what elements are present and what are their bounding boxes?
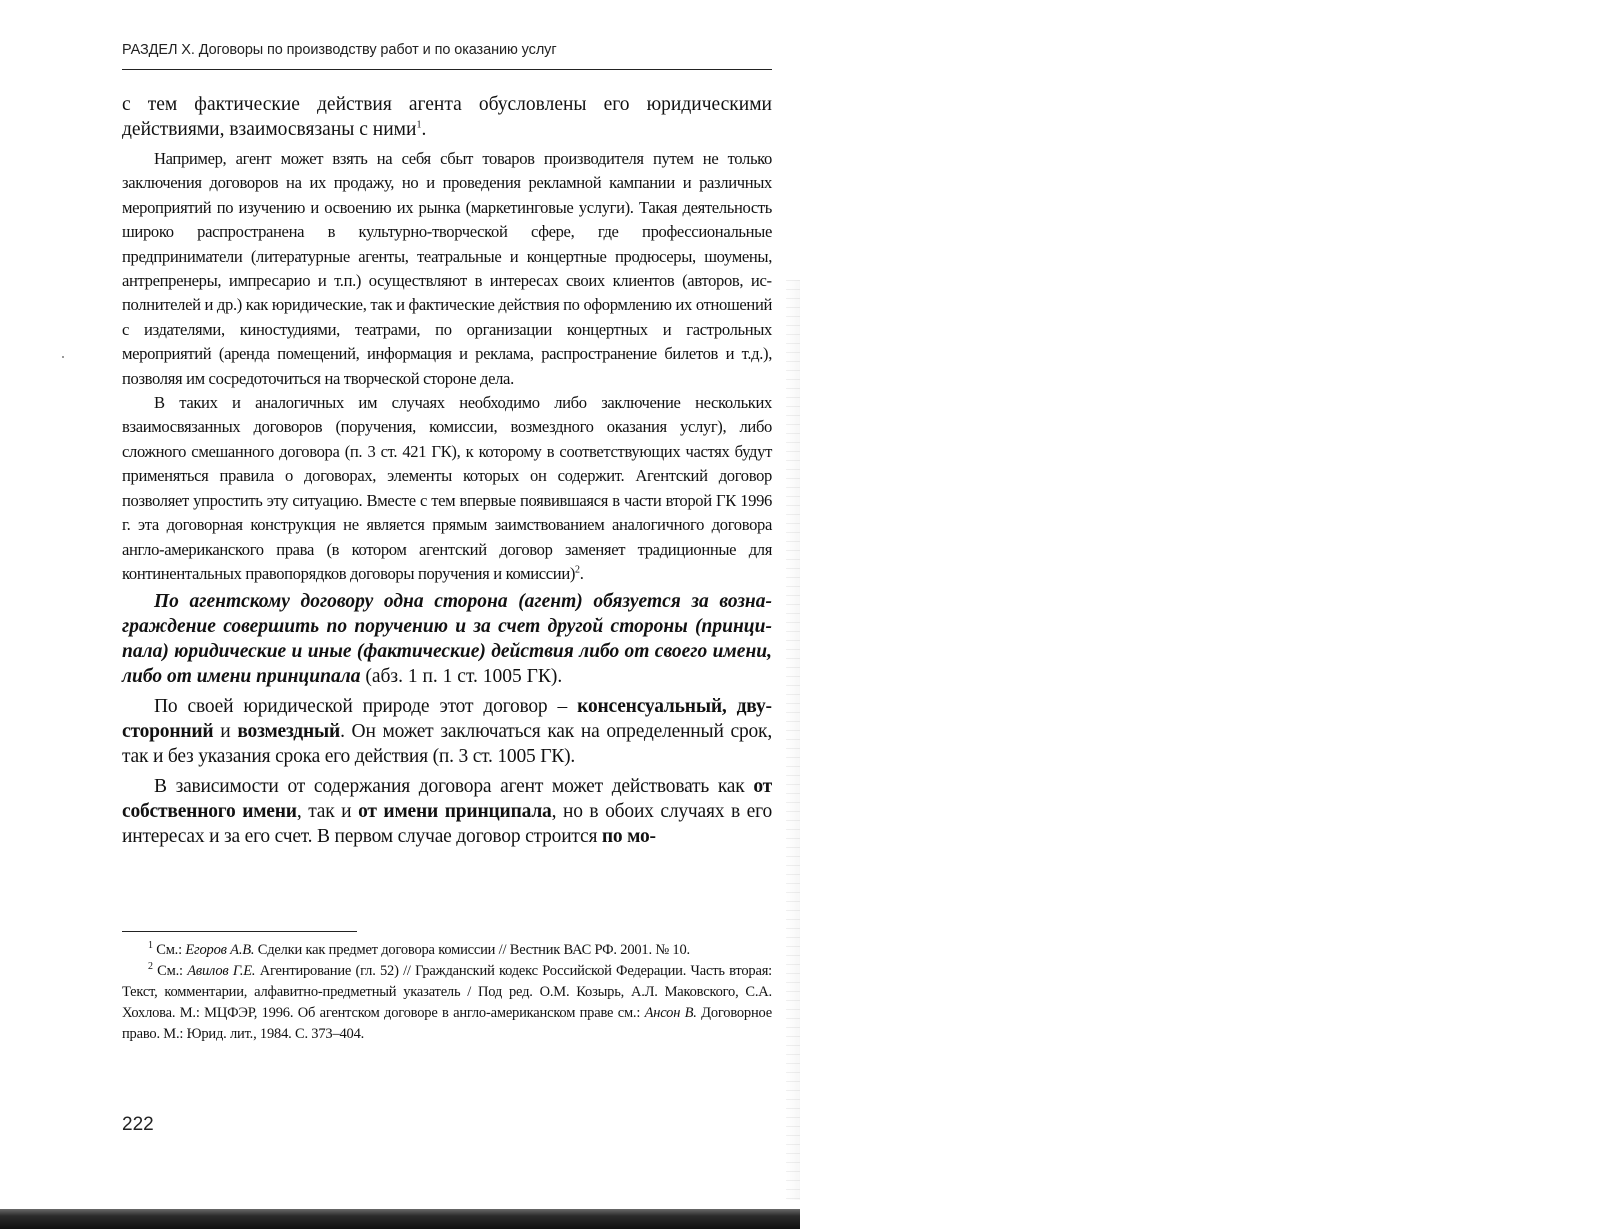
paragraph-end: . (579, 563, 584, 583)
emphasis: от имени принципала (358, 801, 552, 823)
emphasis: консенсуальный, двусторонний (122, 696, 773, 743)
header-rule (122, 69, 772, 70)
running-head: РАЗДЕЛ X. Договоры по производству работ и по оказанию услуг (122, 42, 557, 58)
main-text (122, 93, 772, 849)
author-name: Ансон В. (644, 1005, 697, 1021)
footnotes (122, 940, 772, 1045)
paragraph-example: Например, агент может взять на себя сбыт товаров производителя путем не только заключения договоров на их продажу, но и проведения рекламной кампании и различных мероприятий по изучению и освоению их рынка (маркетинговые услуги). Такая деятельность широко распространена в культурно-творческой сфере, где профессиональные предприниматели (литературные агенты, театральные и концертные продюсеры, шоумены, антрепренеры, импресарио и т.п.) осуществляют в интересах своих клиентов (авторов, исполнителей и др.) как юридические, так и фактические действия по оформлению их отношений с издателями, киностудиями, театрами, по организации концертных и гастрольных мероприятий (аренда помещений, информация и реклама, распространение билетов и т.д.), позволяя им сосредоточиться на творческой стороне дела. (122, 149, 772, 388)
footnote-mark: 1 (148, 940, 153, 952)
text-segment: См.: (152, 942, 186, 958)
scan-speck (62, 356, 64, 358)
paragraph-continuation (122, 93, 772, 142)
definition-text: По агентскому договору одна сторона (агент) обязуется за вознаграждение совершить по поручению и за счет другой стороны (принципала) юридические и иные (фактические) действия либо от своего имени, либо от имени принципала (122, 591, 772, 688)
emphasis: от собственного имени (122, 776, 772, 823)
text-segment: и (213, 721, 238, 743)
text-segment: Агентирование (гл. 52) // Гражданский кодекс Российской Федерации. Часть вторая: Текст, комментарии, алфавитно-предметный указатель / Под ред. О.М. Козырь, А.Л. Маковского, С.А. Хохлова. М.: МЦФЭР, 1996. Об агентском договоре в англо-американском праве см.: (122, 963, 772, 1021)
paragraph-text: с тем фактические действия агента обусловлены его юридическими действиями, взаимосвязаны с ними (122, 94, 772, 140)
paragraph-legal-nature (122, 694, 772, 769)
text-segment: Договорное право. М.: Юрид. лит., 1984. С. 373–404. (122, 1005, 773, 1042)
footnote-2 (122, 961, 772, 1045)
page-number: 222 (122, 1114, 154, 1135)
footnote-ref-1: 1 (416, 119, 422, 130)
text-segment: , но в обоих случаях в его интересах и за его счет. В первом случае договор строится (122, 801, 772, 848)
text-segment: , так и (296, 801, 359, 823)
paragraph-end: . (421, 118, 427, 140)
text-segment: Сделки как предмет договора комиссии // Вестник ВАС РФ. 2001. № 10. (254, 942, 690, 958)
paragraph-agent-name (122, 774, 772, 849)
scan-edge-bar (0, 1209, 800, 1229)
emphasis: возмездный (237, 721, 341, 743)
footnote-mark: 2 (148, 961, 153, 973)
paragraph-definition (122, 589, 772, 689)
scan-gutter-shadow (786, 280, 800, 1200)
footnote-ref-2: 2 (575, 564, 580, 576)
text-segment: В зависимости от содержания договора агент может действовать как (154, 776, 754, 798)
author-name: Авилов Г.Е. (187, 963, 256, 979)
footnote-rule (122, 931, 357, 932)
text-segment: . Он может заключаться как на определенный срок, так и без указания срока его действия (п. 3 ст. 1005 ГК). (122, 721, 773, 768)
paragraph-text: В таких и аналогичных им случаях необходимо либо заключение нескольких взаимосвязанных договоров (поручения, комиссии, возмездного оказания услуг), либо сложного смешанного договора (п. 3 ст. 421 ГК), к которому в соответствующих частях будут применяться правила о договорах, элементы которых он содержит. Агентский договор позволяет упростить эту ситуацию. Вместе с тем впервые появившаяся в части второй ГК 1996 г. эта договорная конструкция не является прямым заимствованием аналогичного договора англо-американского права (в котором агентский договор заменяет традиционные для континентальных правопорядков договоры поручения и комиссии) (122, 393, 772, 583)
emphasis: по мо- (601, 826, 656, 848)
footnote-1 (122, 940, 772, 961)
paragraph-analogous-cases (122, 391, 772, 586)
author-name: Егоров А.В. (185, 942, 255, 958)
text-segment: См.: (152, 963, 188, 979)
definition-citation: (абз. 1 п. 1 ст. 1005 ГК). (360, 666, 563, 688)
text-segment: По своей юридической природе этот договор – (154, 696, 578, 718)
